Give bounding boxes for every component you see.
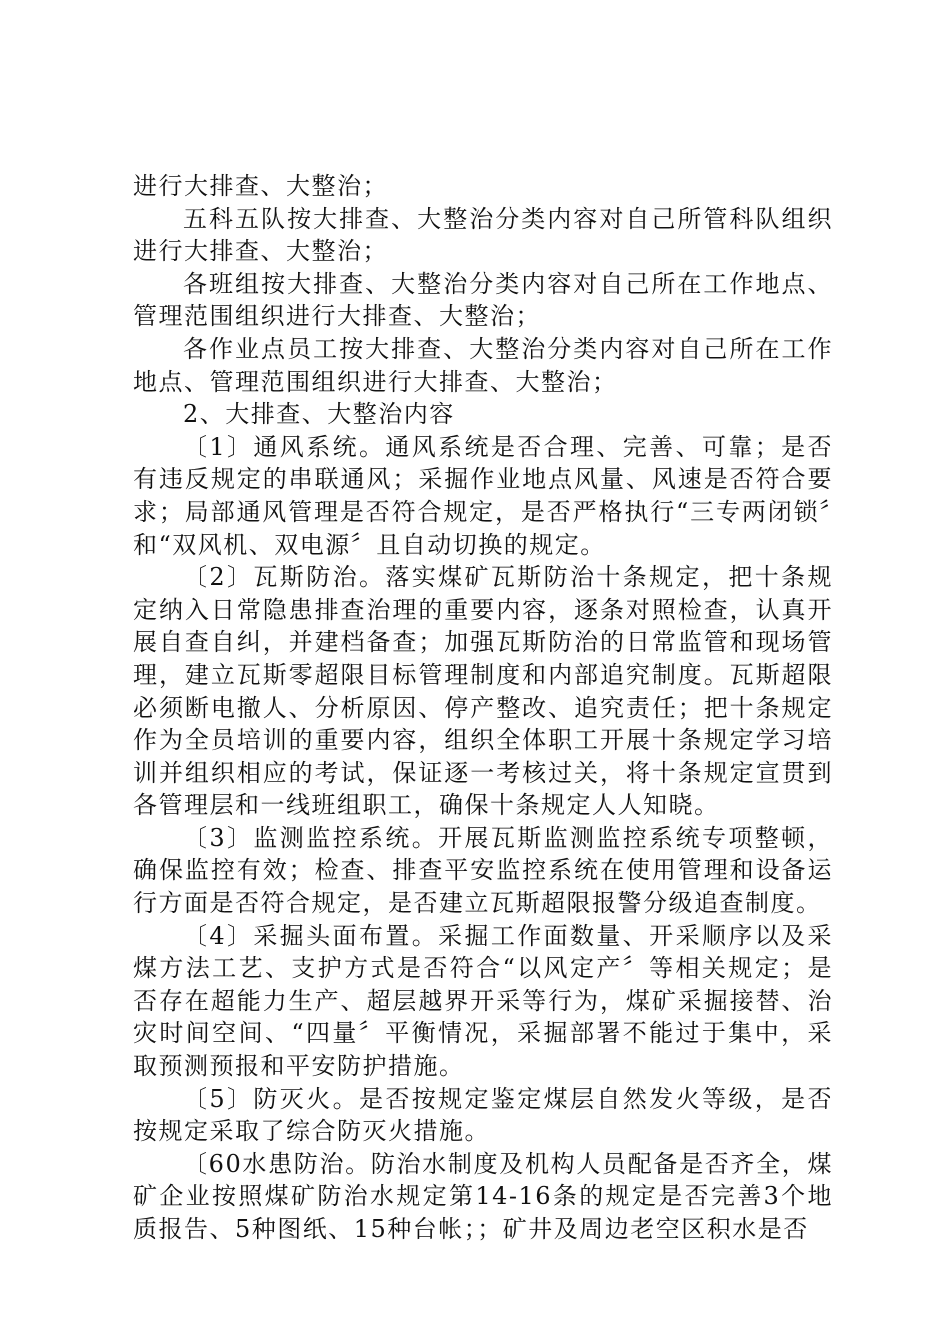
paragraph-mining-layout: 〔4〕采掘头面布置。采掘工作面数量、开采顺序以及采煤方法工艺、支护方式是否符合“以风定产〞等相关规定；是否存在超能力生产、超层越界开采等行为，煤矿采掘接替、治灾时间空间、“四量〞平衡情况，采掘部署不能过于集中，采取预测预报和平安防护措施。	[133, 921, 833, 1081]
paragraph-ventilation: 〔1〕通风系统。通风系统是否合理、完善、可靠；是否有违反规定的串联通风；采掘作业地点风量、风速是否符合要求；局部通风管理是否符合规定，是否严格执行“三专两闭锁〞和“双风机、双电源〞且自动切换的规定。	[133, 432, 833, 559]
paragraph-2: 五科五队按大排查、大整治分类内容对自己所管科队组织进行大排查、大整治；	[133, 204, 833, 266]
paragraph-fire-prevention: 〔5〕防灭火。是否按规定鉴定煤层自然发火等级，是否按规定采取了综合防灭火措施。	[133, 1084, 833, 1146]
paragraph-monitoring: 〔3〕监测监控系统。开展瓦斯监测监控系统专项整顿，确保监控有效；检查、排查平安监控系统在使用管理和设备运行方面是否符合规定，是否建立瓦斯超限报警分级追查制度。	[133, 823, 833, 918]
paragraph-4: 各作业点员工按大排查、大整治分类内容对自己所在工作地点、管理范围组织进行大排查、大整治；	[133, 334, 833, 396]
section-heading: 2、大排查、大整治内容	[183, 400, 455, 429]
paragraph-water-control: 〔60水患防治。防治水制度及机构人员配备是否齐全，煤矿企业按照煤矿防治水规定第14-16条的规定是否完善3个地质报告、5种图纸、15种台帐；；矿井及周边老空区积水是否	[133, 1149, 833, 1243]
paragraph-1: 进行大排查、大整治；	[133, 172, 388, 200]
document-body	[133, 170, 833, 1246]
paragraph-3: 各班组按大排查、大整治分类内容对自己所在工作地点、管理范围组织进行大排查、大整治；	[133, 269, 833, 331]
paragraph-gas-control: 〔2〕瓦斯防治。落实煤矿瓦斯防治十条规定，把十条规定纳入日常隐患排查治理的重要内容，逐条对照检查，认真开展自查自纠，并建档备查；加强瓦斯防治的日常监管和现场管理，建立瓦斯零超限目标管理制度和内部追究制度。瓦斯超限必须断电撤人、分析原因、停产整改、追究责任；把十条规定作为全员培训的重要内容，组织全体职工开展十条规定学习培训并组织相应的考试，保证逐一考核过关，将十条规定宣贯到各管理层和一线班组职工，确保十条规定人人知晓。	[133, 563, 833, 820]
